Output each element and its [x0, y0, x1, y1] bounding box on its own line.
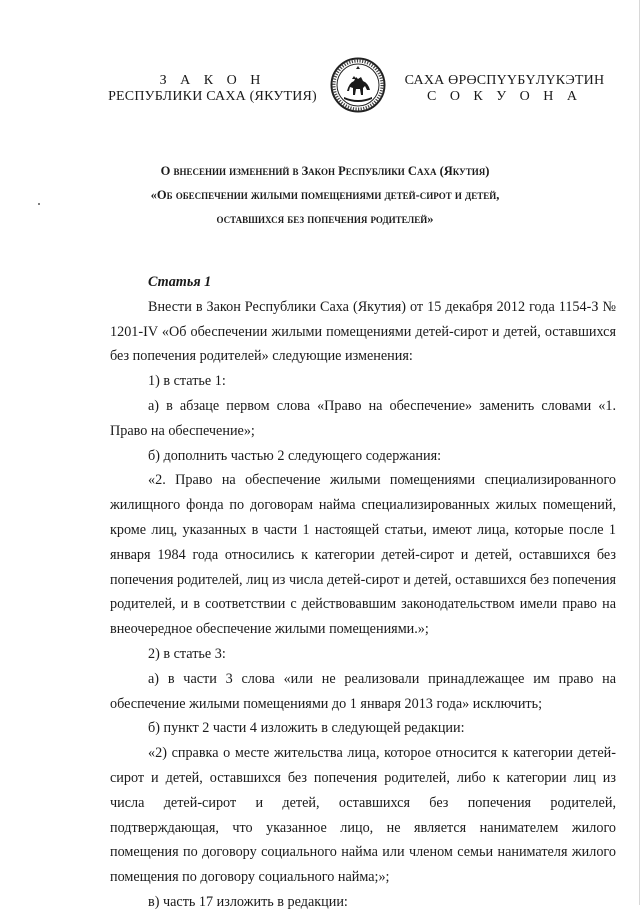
paragraph: а) в абзаце первом слова «Право на обеспечение» заменить словами «1. Право на обеспечение»;: [110, 397, 616, 439]
paragraph: «2) справка о месте жительства лица, которое относится к категории детей-сирот и детей, оставшихся без попечения родителей, либо к категории лиц из числа детей-сирот и детей, оставшихся без попечения родителей, подтверждающая, что указанное лицо, не является нанимателем жилого помещения по договору социального найма или членом семьи нанимателя жилого помещения по договору социального найма;»;: [110, 745, 616, 886]
article-heading: Статья 1: [148, 274, 212, 290]
paragraph: а) в части 3 слова «или не реализовали принадлежащее им право на обеспечение жилыми помещениями до 1 января 2013 года» исключить;: [110, 670, 616, 712]
header-left: [95, 73, 330, 105]
paragraph: б) дополнить частью 2 следующего содержания:: [148, 447, 442, 464]
paragraph: «2. Право на обеспечение жилыми помещениями специализированного жилищного фонда по договорам найма специализированных жилых помещений, кроме лиц, указанных в части 1 настоящей статьи, имеют лица, которые после 1 января 1984 года относились к категории детей-сирот и детей, оставшихся без попечения родителей, лиц из числа детей-сирот и детей, оставшихся без попечения родителей, и в соответствии с действовавшим законодательством имели право на внеочередное обеспечение жилыми помещениями.»;: [110, 472, 616, 638]
law-label-sakha: С О К У О Н А: [426, 89, 583, 104]
paragraph: 1) в статье 1:: [148, 373, 226, 390]
law-title: [120, 159, 530, 231]
paragraph: 2) в статье 3:: [148, 645, 226, 662]
header-right: [392, 73, 617, 105]
margin-mark: [38, 203, 40, 205]
title-line-2: «Об обеспечении жилыми помещениями детей-сирот и детей,: [150, 188, 500, 202]
republic-name: РЕСПУБЛИКИ САХА (ЯКУТИЯ): [108, 89, 317, 104]
paragraph: в) часть 17 изложить в редакции:: [148, 893, 348, 910]
coat-of-arms-emblem-icon: [330, 57, 386, 113]
republic-name-sakha: САХА ӨРӨСПҮҮБҮЛҮКЭТИН: [404, 73, 605, 88]
paragraph: Внести в Закон Республики Саха (Якутия) от 15 декабря 2012 года 1154-З № 1201-IV «Об обеспечении жилыми помещениями детей-сирот и детей, оставшихся без попечения родителей» следующие изменения:: [110, 298, 616, 365]
paragraph: б) пункт 2 части 4 изложить в следующей редакции:: [148, 720, 465, 737]
title-line-3: оставшихся без попечения родителей»: [216, 212, 434, 226]
title-line-1: О внесении изменений в Закон Республики Саха (Якутия): [160, 164, 490, 178]
law-body: [110, 270, 616, 915]
law-label: З А К О Н: [159, 73, 266, 88]
